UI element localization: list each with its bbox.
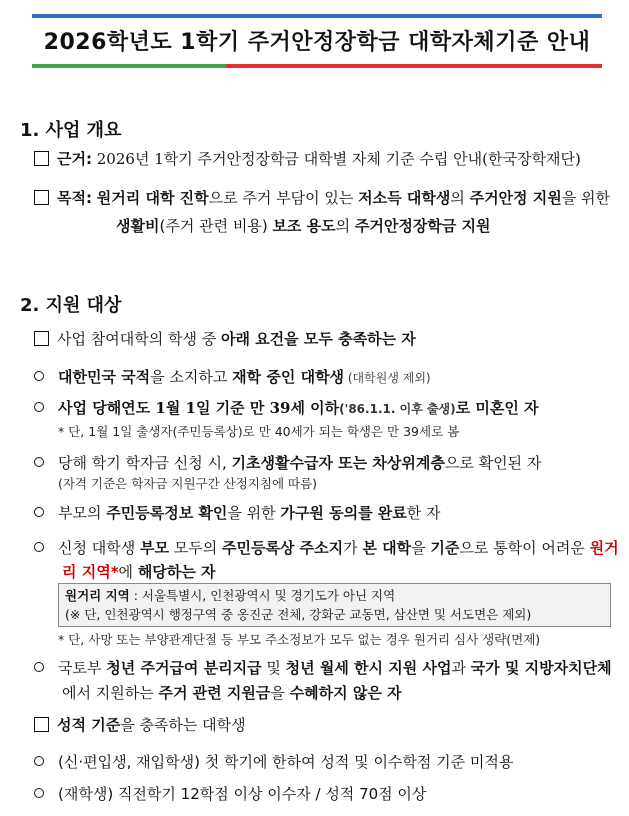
criterion-3: 당해 학기 학자금 신청 시, 기초생활수급자 또는 차상위계층으로 확인된 자	[34, 450, 619, 477]
criterion-1: 대한민국 국적을 소지하고 재학 중인 대학생 (대학원생 제외)	[34, 364, 619, 392]
circle-bullet-icon	[34, 371, 44, 381]
basis-row: 근거: 2026년 1학기 주거안정장학금 대학별 자체 기준 수립 안내(한국장학재단)	[34, 146, 619, 173]
section2-heading: 2. 지원 대상	[20, 295, 122, 316]
criterion-3-note: (자격 기준은 학자금 지원구간 산정지침에 따름)	[58, 476, 318, 491]
grade-row: 성적 기준을 충족하는 대학생	[34, 712, 619, 739]
title-bottom-bar	[32, 64, 602, 68]
section1-heading: 1. 사업 개요	[20, 120, 122, 141]
criterion-5: 신청 대학생 부모 모두의 주민등록상 주소지가 본 대학을 기준으로 통학이 어려운 원거리 지역*에 해당하는 자	[34, 536, 619, 584]
criterion-6: 국토부 청년 주거급여 분리지급 및 청년 월세 한시 지원 사업과 국가 및 지방자치단체에서 지원하는 주거 관련 지원금을 수혜하지 않은 자	[34, 656, 619, 706]
criterion-2: 사업 당해연도 1월 1일 기준 만 39세 이하('86.1.1. 이후 출생)로 미혼인 자	[34, 395, 619, 423]
checkbox-icon	[34, 151, 49, 166]
grade-2: (재학생) 직전학기 12학점 이상 이수자 / 성적 70점 이상	[34, 781, 619, 808]
remote-area-box: 원거리 지역 : 서울특별시, 인천광역시 및 경기도가 아닌 지역 (※ 단, 인천광역시 행정구역 중 옹진군 전체, 강화군 교동면, 삼산면 및 서도면은 제외)	[58, 583, 611, 627]
title-top-bar	[32, 14, 602, 18]
circle-bullet-icon	[34, 542, 44, 552]
purpose-row: 목적: 원거리 대학 진학으로 주거 부담이 있는 저소득 대학생의 주거안정 지원을 위한 생활비(주거 관련 비용) 보조 용도의 주거안정장학금 지원	[34, 184, 619, 240]
req-intro-row: 사업 참여대학의 학생 중 아래 요건을 모두 충족하는 자	[34, 326, 619, 353]
criterion-2-note: * 단, 1월 1일 출생자(주민등록상)로 만 40세가 되는 학생은 만 39세로 봄	[58, 424, 460, 439]
circle-bullet-icon	[34, 507, 44, 517]
page-title: 2026학년도 1학기 주거안정장학금 대학자체기준 안내	[43, 30, 591, 55]
circle-bullet-icon	[34, 457, 44, 467]
checkbox-icon	[34, 331, 49, 346]
circle-bullet-icon	[34, 788, 44, 798]
criterion-5-note: * 단, 사망 또는 부양관계단절 등 부모 주소정보가 모두 없는 경우 원거리 심사 생략(면제)	[58, 632, 541, 647]
checkbox-icon	[34, 190, 49, 205]
checkbox-icon	[34, 717, 49, 732]
criterion-4: 부모의 주민등록정보 확인을 위한 가구원 동의를 완료한 자	[34, 500, 619, 527]
circle-bullet-icon	[34, 402, 44, 412]
circle-bullet-icon	[34, 662, 44, 672]
circle-bullet-icon	[34, 756, 44, 766]
title-box	[32, 14, 602, 69]
grade-1: (신·편입생, 재입학생) 첫 학기에 한하여 성적 및 이수학점 기준 미적용	[34, 749, 619, 776]
